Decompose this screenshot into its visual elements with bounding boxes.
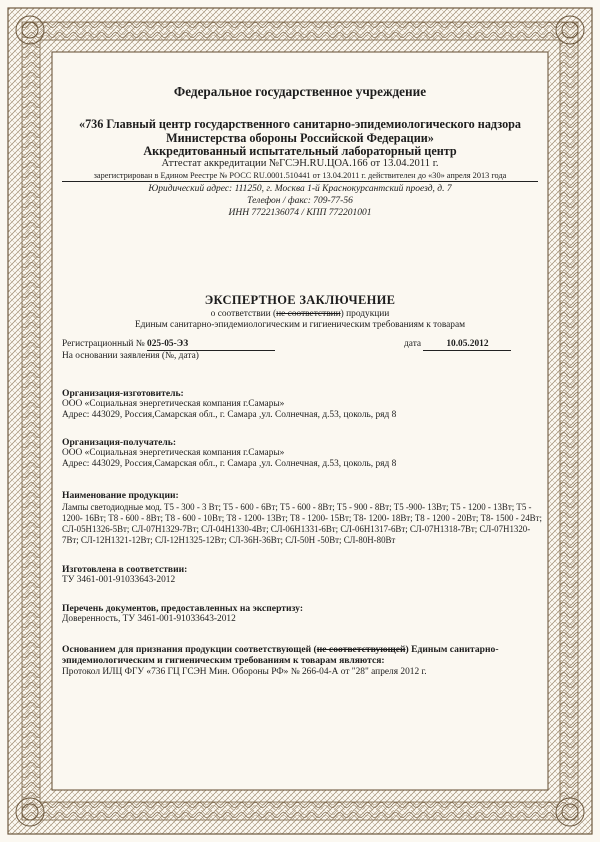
org-type: Федеральное государственное учреждение [173,84,427,99]
struck-not-compliant: не соответствии [276,309,341,319]
recipient-name: ООО «Социальная энергетическая компания г.Самары» [62,448,285,458]
header-divider [62,181,538,182]
document-date: 10.05.2012 [423,339,511,351]
title-subline-2: Единым санитарно-эпидемиологическим и гигиеническим требованиям к товарам [134,320,466,330]
accreditation-line: Аттестат аккредитации №ГСЭН.RU.ЦОА.166 от 13.04.2011 г. [161,158,439,169]
inn-kpp: ИНН 7722136074 / КПП 772201001 [228,208,372,218]
standard-heading: Изготовлена в соответствии: [62,564,188,575]
lab-name: Аккредитованный испытательный лабораторный центр [143,144,457,158]
basis-heading-line2: эпидемиологическим и гигиеническим требованиям к товарам являются: [62,655,385,666]
product-heading: Наименование продукции: [62,490,179,501]
manufacturer-address: Адрес: 443029, Россия,Самарская обл., г. Самара ,ул. Солнечная, д.53, цоколь, ряд 8 [62,410,397,420]
application-basis: На основании заявления (№, дата) [62,351,199,361]
registry-line: зарегистрирован в Едином Реестре № РОСС RU.0001.510441 от 13.04.2011 г. действителен до «30» апреля 2013 года [93,171,507,180]
phone-fax: Телефон / факс: 709-77-56 [247,196,353,206]
documents-heading: Перечень документов, предоставленных на экспертизу: [62,603,304,614]
title-subline: о соответствии (не соответствии) продукции [210,309,390,319]
product-line: 1200- 16Вт; Т8 - 600 - 8Вт; Т8 - 600 - 10Вт; Т8 - 1200- 13Вт; Т8 - 1200- 15Вт; Т8- 1200- 18Вт; Т8 - 1200 - 20Вт; Т8- 1500 - 24Вт; [62,513,542,523]
manufacturer-heading: Организация-изготовитель: [62,388,184,399]
center-name-line1: «736 Главный центр государственного санитарно-эпидемиологического надзора [78,117,522,131]
product-list [62,502,542,546]
product-line: 7Вт; СЛ-12Н1321-12Вт; СЛ-12Н1325-12Вт; СЛ-36Н-36Вт; СЛ-50Н -50Вт; СЛ-80Н-80Вт [62,535,396,545]
recipient-heading: Организация-получатель: [62,437,177,448]
documents-value: Доверенность, ТУ 3461-001-91033643-2012 [62,614,236,624]
registration-label: Регистрационный № [62,339,145,349]
date-row [404,339,511,351]
registration-number: 025-05-ЭЗ [147,339,275,351]
basis-protocol: Протокол ИЛЦ ФГУ «736 ГЦ ГСЭН Мин. Обороны РФ» № 266-04-А от "28" апреля 2012 г. [62,667,427,677]
center-name-line2: Министерства обороны Российской Федерации» [166,131,434,145]
product-line: СЛ-05Н1326-5Вт; СЛ-07Н1329-7Вт; СЛ-04Н1330-4Вт; СЛ-06Н1331-6Вт; СЛ-06Н1317-6Вт; СЛ-07Н1318-7Вт; СЛ-07Н1320- [62,524,531,534]
standard-value: ТУ 3461-001-91033643-2012 [62,575,176,585]
legal-address: Юридический адрес: 111250, г. Москва 1-й Краснокурсантский проезд, д. 7 [148,184,452,194]
date-label: дата [404,339,422,349]
product-line: Лампы светодиодные мод. Т5 - 300 - 3 Вт; Т5 - 600 - 6Вт; Т5 - 600 - 8Вт; Т5 - 900 - 8Вт; Т5 -900- 13Вт; Т5 - 1200 - 13Вт; Т5 - [62,502,532,512]
recipient-address: Адрес: 443029, Россия,Самарская обл., г. Самара ,ул. Солнечная, д.53, цоколь, ряд 8 [62,459,397,469]
manufacturer-name: ООО «Социальная энергетическая компания г.Самары» [62,399,285,409]
document-title: ЭКСПЕРТНОЕ ЗАКЛЮЧЕНИЕ [204,293,396,307]
struck-not-compliant-basis: не соответствующей [316,644,406,655]
basis-heading: Основанием для признания продукции соответствующей (не соответствующей) Единым санитарно- [62,644,499,655]
